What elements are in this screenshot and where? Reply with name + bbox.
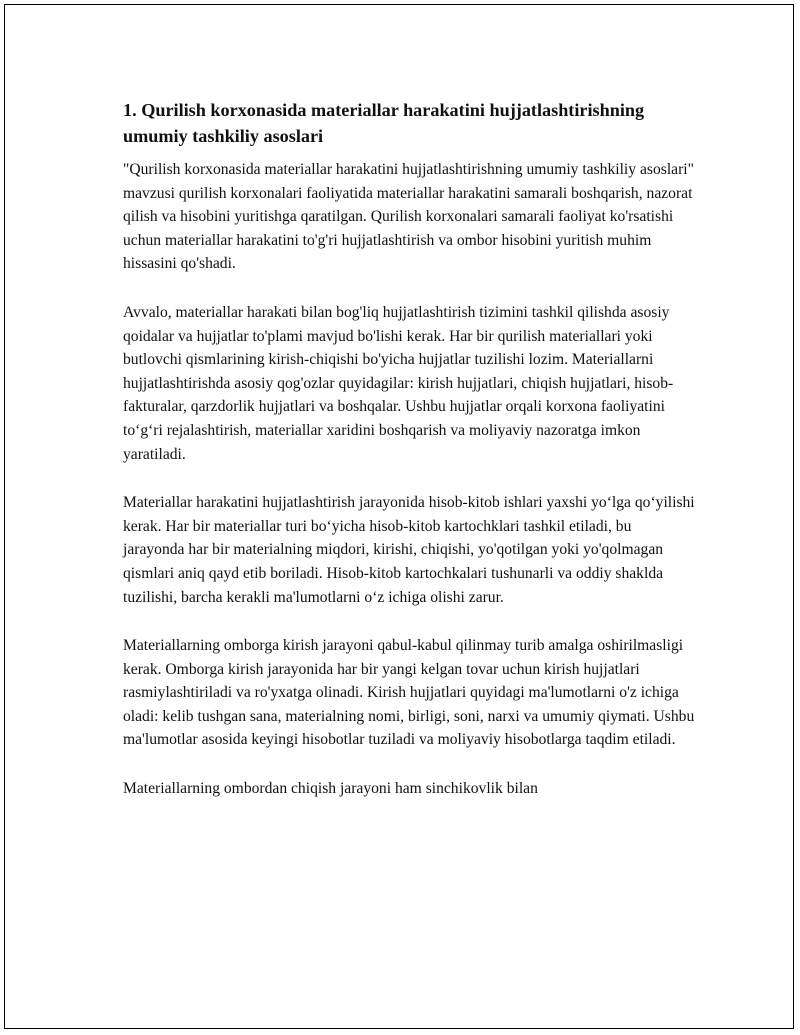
paragraph-intro: "Qurilish korxonasida materiallar harakatini hujjatlashtirishning umumiy tashkiliy asoslari" mavzusi qurilish korxonalari faoliyatida materiallar harakatini samarali boshqarish, nazorat qilish va hisobini yuritishga qaratilgan. Qurilish korxonalari samarali faoliyat ko'rsatishi uchun materiallar harakatini to'g'ri hujjatlashtirish va ombor hisobini yuritish muhim hissasini qo'shadi. [123,161,694,273]
paragraph-accounting-cards: Materiallar harakatini hujjatlashtirish jarayonida hisob-kitob ishlari yaxshi yo‘lga qo‘yilishi kerak. Har bir materiallar turi bo‘yicha hisob-kitob kartochklari tashkil etiladi, bu jarayonda har bir materialning miqdori, kirishi, chiqishi, yo'qotilgan yoki yo'qolmagan qismlari aniq qayd etib boriladi. Hisob-kitob kartochkalari tushunarli va oddiy shaklda tuzilishi, barcha kerakli ma'lumotlarni o‘z ichiga olishi zarur. [123,494,695,606]
document-title: 1. Qurilish korxonasida materiallar harakatini hujjatlashtirishning umumiy tashkiliy asoslari [123,100,645,146]
page-frame [4,4,794,1029]
paragraph-warehouse-receipt: Materiallarning omborga kirish jarayoni qabul-kabul qilinmay turib amalga oshirilmasligi kerak. Omborga kirish jarayonida har bir yangi kelgan tovar uchun kirish hujjatlari rasmiylashtiriladi va ro'yxatga olinadi. Kirish hujjatlari quyidagi ma'lumotlarni o'z ichiga oladi: kelib tushgan sana, materialning nomi, birligi, soni, narxi va umumiy qiymati. Ushbu ma'lumotlar asosida keyingi hisobotlar tuziladi va moliyaviy hisobotlarga taqdim etiladi. [123,637,695,749]
document-body [123,98,695,801]
paragraph-warehouse-issue: Materiallarning ombordan chiqish jarayoni ham sinchikovlik bilan [123,780,538,798]
paragraph-documentation-system: Avvalo, materiallar harakati bilan bog'liq hujjatlashtirish tizimini tashkil qilishda asosiy qoidalar va hujjatlar to'plami mavjud bo'lishi kerak. Har bir qurilish materiallari yoki butlovchi qismlarining kirish-chiqishi bo'yicha hujjatlar tuzilishi lozim. Materiallarni hujjatlashtirishda asosiy qog'ozlar quyidagilar: kirish hujjatlari, chiqish hujjatlari, hisob-fakturalar, qarzdorlik hujjatlari va boshqalar. Ushbu hujjatlar orqali korxona faoliyatini to‘g‘ri rejalashtirish, materiallar xaridini boshqarish va moliyaviy nazoratga imkon yaratiladi. [123,303,674,463]
